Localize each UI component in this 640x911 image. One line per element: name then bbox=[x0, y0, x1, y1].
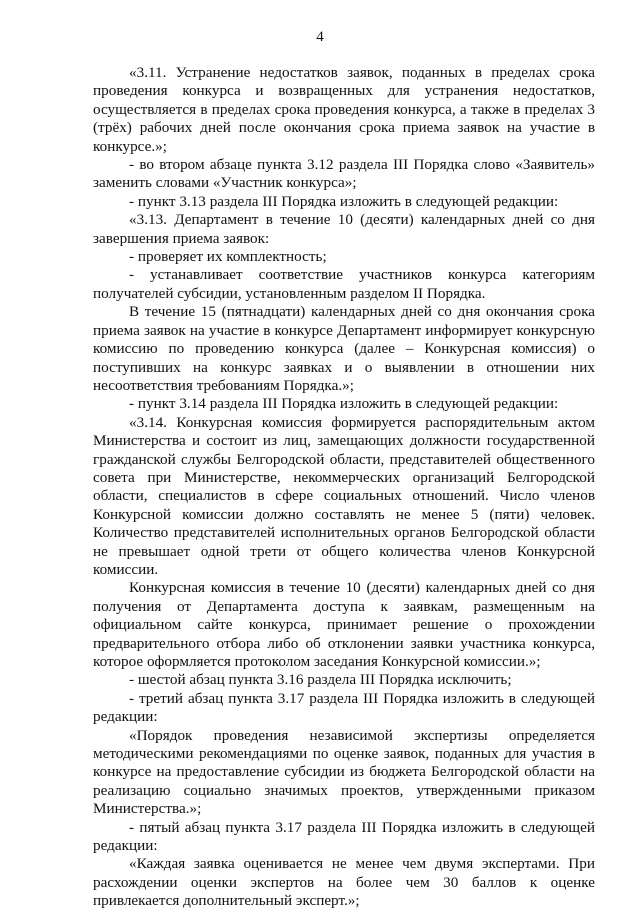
paragraph-amend-3-13-intro: - пункт 3.13 раздела III Порядка изложить в следующей редакции: bbox=[129, 192, 559, 210]
list-item-completeness: - проверяет их комплектность; bbox=[129, 248, 327, 266]
paragraph-amend-3-17-fifth-intro: - пятый абзац пункта 3.17 раздела III Порядка изложить в следующей редакции: bbox=[93, 818, 595, 855]
paragraph-3-17-fifth: «Каждая заявка оценивается не менее чем двумя экспертами. При расхождении оценки экспертов на более чем 30 баллов к оценке привлекается дополнительный эксперт.»; bbox=[93, 855, 595, 910]
document-body bbox=[93, 64, 595, 911]
paragraph-3-14-decision: Конкурсная комиссия в течение 10 (десяти) календарных дней со дня получения от Департамента доступа к заявкам, размещенным на официальном сайте конкурса, принимает решение о прохождении предварительного отбора либо об отклонении заявки участника конкурса, которое оформляется протоколом заседания Конкурсной комиссии.»; bbox=[93, 579, 595, 670]
paragraph-3-14: «3.14. Конкурсная комиссия формируется распорядительным актом Министерства и состоит из лиц, замещающих должности государственной гражданской службы Белгородской области, представителей общественного совета при Министерстве, некоммерческих организаций Белгородской области, специалистов в сфере социальных отношений. Число членов Конкурсной комиссии должно составлять не менее 5 (пяти) человек. Количество представителей исполнительных органов Белгородской области не превышает одной трети от общего количества членов Конкурсной комиссии. bbox=[93, 413, 595, 578]
page-number: 4 bbox=[316, 29, 324, 45]
paragraph-amend-3-16: - шестой абзац пункта 3.16 раздела III Порядка исключить; bbox=[129, 671, 512, 689]
paragraph-3-17-third: «Порядок проведения независимой экспертизы определяется методическими рекомендациями по оценке заявок, поданных для участия в конкурсе на предоставление субсидии из бюджета Белгородской области на реализацию социально значимых проектов, утвержденными приказом Министерства.»; bbox=[93, 726, 595, 818]
paragraph-amend-3-17-third-intro: - третий абзац пункта 3.17 раздела III Порядка изложить в следующей редакции: bbox=[93, 689, 595, 726]
paragraph-amend-3-12: - во втором абзаце пункта 3.12 раздела III Порядка слово «Заявитель» заменить словами «Участник конкурса»; bbox=[93, 156, 595, 192]
list-item-compliance: - устанавливает соответствие участников конкурса категориям получателей субсидии, установленным разделом II Порядка. bbox=[93, 266, 595, 302]
paragraph-3-13: «3.13. Департамент в течение 10 (десяти) календарных дней со дня завершения приема заявок: bbox=[93, 211, 595, 247]
paragraph-3-13-inform: В течение 15 (пятнадцати) календарных дней со дня окончания срока приема заявок на участие в конкурсе Департамент информирует конкурсную комиссию по проведению конкурса (далее – Конкурсная комиссия) о поступивших на конкурс заявках и о выявлении в отношении них несоответствия требованиям Порядка.»; bbox=[93, 303, 595, 394]
paragraph-3-11: «3.11. Устранение недостатков заявок, поданных в пределах срока проведения конкурса и возвращенных для устранения недостатков, осуществляется в пределах срока проведения конкурса, а также в пределах 3 (трёх) рабочих дней после окончания срока приема заявок на участие в конкурсе.»; bbox=[93, 64, 595, 155]
paragraph-amend-3-14-intro: - пункт 3.14 раздела III Порядка изложить в следующей редакции: bbox=[129, 395, 559, 413]
